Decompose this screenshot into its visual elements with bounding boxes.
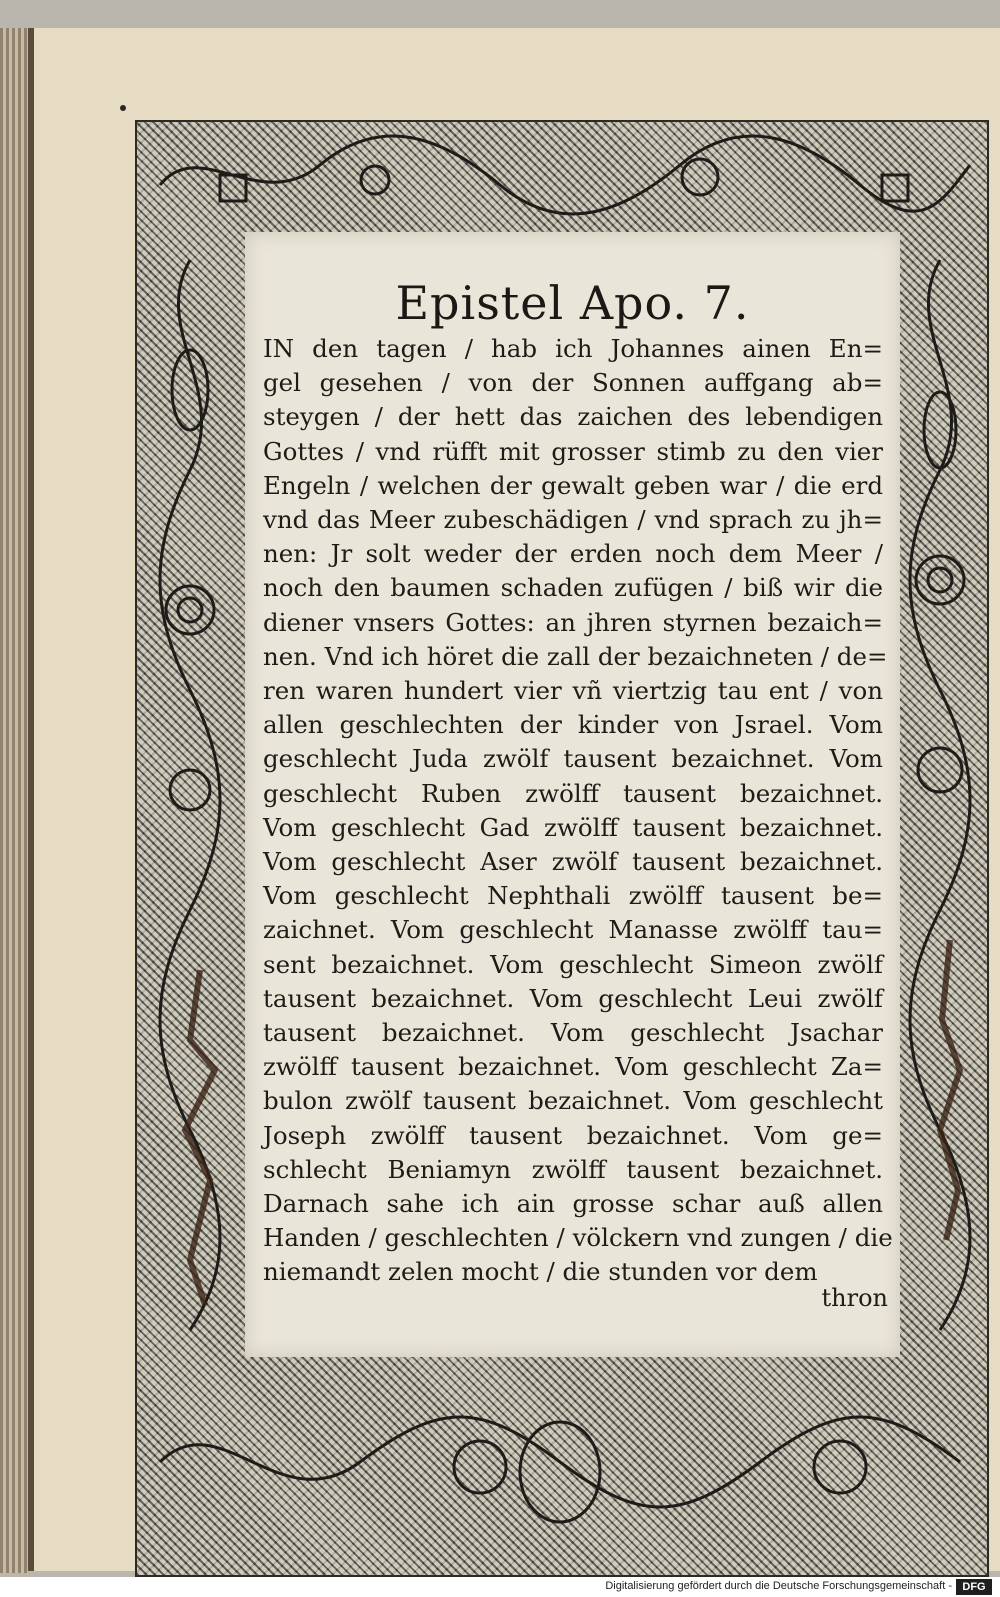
- text-line: tausent bezaichnet. Vom geschlecht Jsachar: [263, 1018, 883, 1048]
- text-line: gel gesehen / von der Sonnen auffgang ab=: [263, 368, 883, 398]
- border-ornament-top: [140, 125, 980, 225]
- text-line: geschlecht Juda zwölf tausent bezaichnet. Vom: [263, 744, 883, 774]
- book-page-edges: [0, 28, 28, 1573]
- text-line: tausent bezaichnet. Vom geschlecht Leui zwölf: [263, 983, 883, 1013]
- text-line: Gottes / vnd rüfft mit grosser stimb zu den vier: [263, 436, 883, 466]
- text-line: steygen / der hett das zaichen des lebendigen: [263, 402, 883, 432]
- funding-credit: Digitalisierung gefördert durch die Deutsche Forschungsgemeinschaft -: [605, 1580, 952, 1592]
- text-line: zaichnet. Vom geschlecht Manasse zwölff tau=: [263, 915, 883, 945]
- text-line: sent bezaichnet. Vom geschlecht Simeon zwölf: [263, 949, 883, 979]
- handwritten-ink-mark-left: [160, 960, 240, 1320]
- text-line: Darnach sahe ich ain grosse schar auß allen: [263, 1189, 883, 1219]
- epistle-text: [263, 332, 893, 1290]
- text-line: nen. Vnd ich höret die zall der bezaichneten / de=: [263, 641, 888, 671]
- text-line: ren waren hundert vier vñ viertzig tau ent / von: [263, 676, 883, 706]
- text-line: nen: Jr solt weder der erden noch dem Meer /: [263, 539, 883, 569]
- border-ornament-bottom: [140, 1362, 980, 1567]
- text-panel: [245, 232, 900, 1357]
- text-line: IN den tagen / hab ich Johannes ainen En=: [263, 334, 883, 363]
- text-line: Handen / geschlechten / völckern vnd zungen / die: [263, 1223, 893, 1253]
- text-line: Engeln / welchen der gewalt geben war / die erd: [263, 470, 883, 500]
- text-line: noch den baumen schaden zufügen / biß wir die: [263, 573, 883, 603]
- text-line: vnd das Meer zubeschädigen / vnd sprach zu jh=: [263, 505, 883, 535]
- text-line: geschlecht Ruben zwölff tausent bezaichnet.: [263, 778, 883, 808]
- text-line: Vom geschlecht Gad zwölff tausent bezaichnet.: [263, 812, 883, 842]
- page-speck: [120, 105, 126, 111]
- page-heading: Epistel Apo. 7.: [395, 276, 750, 330]
- text-line: allen geschlechten der kinder von Jsrael. Vom: [263, 710, 883, 740]
- text-line: zwölff tausent bezaichnet. Vom geschlecht Za=: [263, 1052, 883, 1082]
- dfg-logo: DFG: [956, 1579, 992, 1595]
- catchword: thron: [821, 1284, 888, 1312]
- text-line: bulon zwölf tausent bezaichnet. Vom geschlecht: [263, 1086, 883, 1116]
- text-line: Vom geschlecht Nephthali zwölff tausent be=: [263, 881, 883, 911]
- text-line: niemandt zelen mocht / die stunden vor dem: [263, 1257, 818, 1287]
- text-line: Joseph zwölff tausent bezaichnet. Vom ge=: [263, 1120, 883, 1150]
- text-line: Vom geschlecht Aser zwölf tausent bezaichnet.: [263, 847, 883, 877]
- text-line: diener vnsers Gottes: an jhren styrnen bezaich=: [263, 607, 883, 637]
- handwritten-ink-mark-right: [920, 930, 980, 1250]
- text-line: schlecht Beniamyn zwölff tausent bezaichnet.: [263, 1154, 883, 1184]
